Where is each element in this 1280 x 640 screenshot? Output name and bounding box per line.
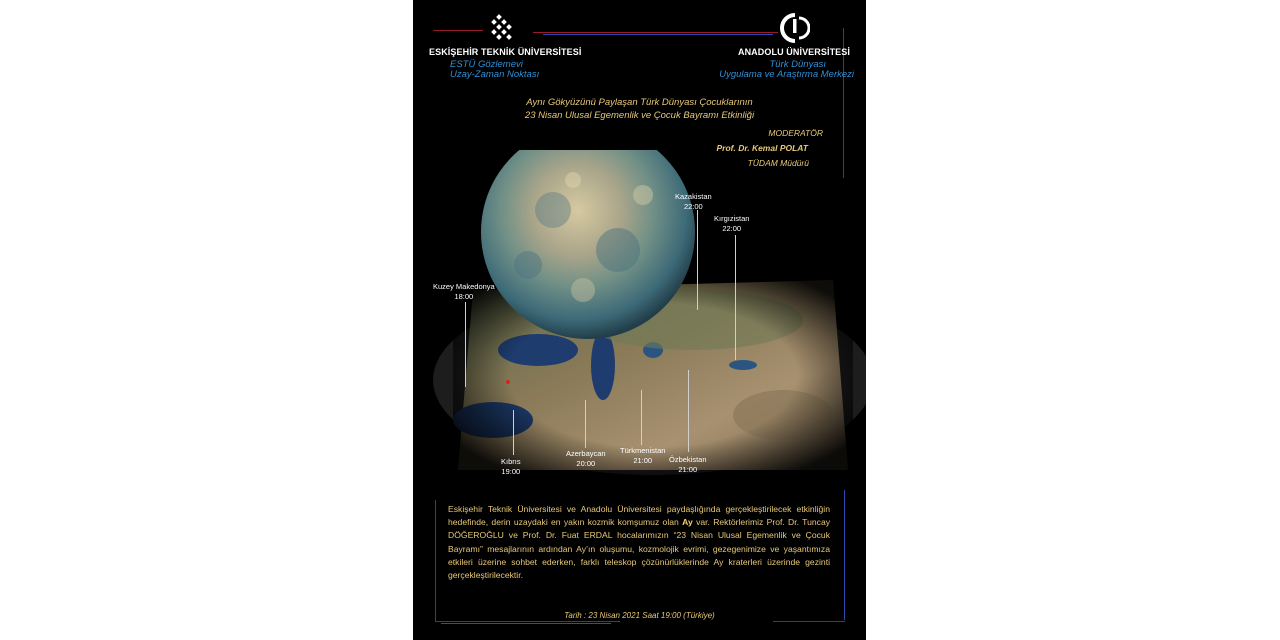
description-part-2: var. Rektörlerimiz Prof. Dr. Tuncay DÖĞEROĞLU ve Prof. Dr. Fuat ERDAL hocalarımızın “23 Nisan Ulusal Egemenlik ve Çocuk Bayramı” mesajlarının ardından Ay’ın oluşumu, kozmolojik evrimi, gezegenimize ve yaşantımıza etkileri üzerine sohbet ederken, farklı teleskop çözünürlüklerinde Ay kraterleri üzerinde gezinti gerçekleştirilecektir. (448, 517, 831, 581)
label-azerbaycan (566, 449, 606, 469)
label-turkmenistan-name: Türkmenistan (620, 446, 666, 455)
pin-turkmenistan (641, 390, 642, 445)
poster (413, 0, 866, 640)
description (448, 503, 830, 582)
frame-line-top-left (433, 30, 483, 31)
pin-kibris (513, 410, 514, 455)
description-highlight-ay: Ay (682, 517, 693, 528)
label-kirgizistan (714, 214, 749, 234)
left-university-name: ESKİŞEHİR TEKNİK ÜNİVERSİTESİ (429, 47, 582, 57)
description-paragraph (448, 503, 830, 582)
pin-ozbekistan (688, 370, 689, 452)
estu-logo (489, 14, 517, 42)
label-kazakistan-name: Kazakistan (675, 192, 712, 201)
right-sub-2: Uygulama ve Araştırma Merkezi (719, 69, 854, 80)
frame-line-top-mid (533, 32, 778, 33)
pin-kazakistan (697, 210, 698, 310)
frame-line-top-mid-blue (543, 34, 773, 35)
frame-line-bottom-right (773, 621, 845, 622)
label-kazakistan-time: 22:00 (683, 202, 703, 211)
frame-line-bottom-left-blue (441, 623, 611, 624)
label-ozbekistan-name: Özbekistan (669, 455, 707, 464)
description-part-1: Eskişehir Teknik Üniversitesi ve Anadolu Üniversitesi paydaşlığında gerçekleştirilecek etkinliğin hedefinde, derin uzaydaki en yakın kozmik komşumuz olan (448, 504, 830, 528)
pin-kirgizistan (735, 235, 736, 360)
label-kirgizistan-name: Kırgızistan (714, 214, 750, 223)
label-kibris-time: 19:00 (501, 467, 521, 476)
label-kuzey-makedonya-name: Kuzey Makedonya (433, 282, 495, 291)
frame-line-right-mid (844, 490, 845, 620)
pin-azerbaycan (585, 400, 586, 448)
left-sub-2: Uzay-Zaman Noktası (450, 69, 540, 80)
event-title-line-1: Aynı Gökyüzünü Paylaşan Türk Dünyası Çocuklarının (526, 97, 753, 108)
event-title-line-2: 23 Nisan Ulusal Egemenlik ve Çocuk Bayramı Etkinliği (524, 110, 755, 121)
label-azerbaycan-name: Azerbaycan (566, 449, 606, 458)
label-ozbekistan-time: 21:00 (678, 465, 698, 474)
label-kibris-name: Kıbrıs (501, 457, 521, 466)
label-turkmenistan-time: 21:00 (633, 456, 653, 465)
label-kazakistan (675, 192, 712, 212)
frame-line-left-bottom (435, 500, 436, 622)
label-kuzey-makedonya (433, 282, 495, 302)
moderator-name: Prof. Dr. Kemal POLAT (716, 143, 808, 153)
left-sub-1: ESTÜ Gözlemevi (450, 59, 523, 70)
event-title (413, 96, 866, 122)
label-kirgizistan-time: 22:00 (722, 224, 742, 233)
right-sub-1: Türk Dünyası (769, 59, 826, 70)
event-date: Tarih : 23 Nisan 2021 Saat 19:00 (Türkiye) (564, 611, 715, 620)
label-turkmenistan (620, 446, 665, 466)
moderator-title: TÜDAM Müdürü (747, 158, 809, 168)
moon-map-illustration (413, 150, 866, 490)
anadolu-logo (780, 13, 810, 43)
pin-kuzey-makedonya (465, 302, 466, 387)
label-kuzey-makedonya-time: 18:00 (454, 292, 474, 301)
right-university-name: ANADOLU ÜNİVERSİTESİ (737, 47, 850, 57)
frame-line-bottom-left (435, 621, 620, 622)
label-azerbaycan-time: 20:00 (576, 459, 596, 468)
marker-turkey (506, 380, 510, 384)
label-ozbekistan (669, 455, 707, 475)
moderator-label: MODERATÖR (768, 128, 823, 138)
label-kibris (501, 457, 521, 477)
